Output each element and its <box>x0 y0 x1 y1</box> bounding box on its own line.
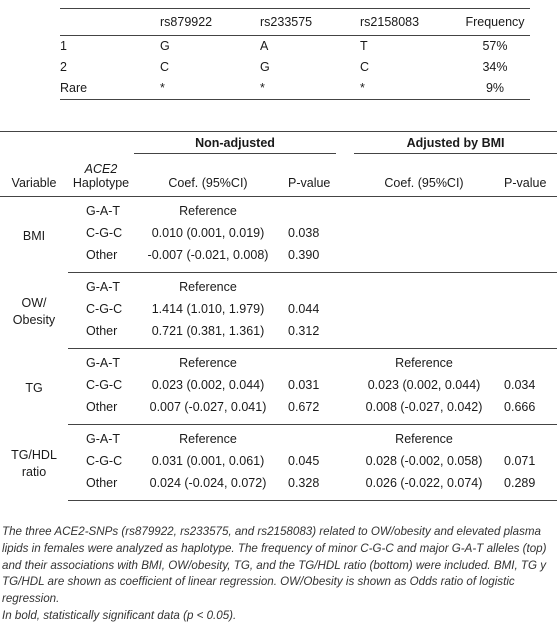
pvalue-adjusted-cell <box>498 197 557 223</box>
gap-cell <box>340 425 350 451</box>
group-header-nonadjusted <box>134 132 340 159</box>
association-body <box>0 197 557 501</box>
pvalue-cell <box>282 425 340 451</box>
haplotype-cell: Other <box>68 396 134 425</box>
pvalue-adjusted-cell <box>498 425 557 451</box>
table-row <box>0 450 557 472</box>
pvalue-cell: 0.328 <box>282 472 340 501</box>
haplotype-header-row <box>60 9 530 36</box>
haplotype-cell: C-G-C <box>86 378 123 392</box>
table-row <box>0 349 557 375</box>
coef-cell: 1.414 (1.010, 1.979) <box>151 302 265 316</box>
empty-header-cell <box>0 132 134 159</box>
pvalue-cell <box>282 273 340 299</box>
table-row <box>0 320 557 349</box>
gap-cell <box>340 244 350 273</box>
haplotype-cell: T <box>360 39 368 53</box>
coef-cell: 0.024 (-0.024, 0.072) <box>134 472 282 501</box>
coef-adjusted-cell <box>350 320 498 349</box>
col-header-pvalue: P-value <box>282 158 340 197</box>
variable-cell: BMI <box>22 228 46 243</box>
coef-cell: 0.007 (-0.027, 0.041) <box>134 396 282 425</box>
coef-adjusted-cell: 0.028 (-0.002, 0.058) <box>365 454 483 468</box>
coef-cell: -0.007 (-0.021, 0.008) <box>134 244 282 273</box>
coef-cell: Reference <box>179 356 237 370</box>
coef-cell: 0.031 (0.001, 0.061) <box>151 454 265 468</box>
col-header-gene: ACE2 <box>84 162 118 176</box>
coef-cell: 0.023 (0.002, 0.044) <box>151 378 265 392</box>
table-row <box>0 425 557 451</box>
coef-adjusted-cell: Reference <box>395 432 453 446</box>
gap-cell <box>340 349 350 375</box>
gap-cell <box>340 374 350 396</box>
haplotype-row <box>60 78 530 100</box>
gap-header-cell <box>340 158 350 197</box>
gap-header-cell <box>340 132 350 159</box>
variable-cell: TG/HDL ratio <box>11 448 57 479</box>
haplotype-cell: 34% <box>482 60 508 74</box>
pvalue-adjusted-cell <box>498 298 557 320</box>
pvalue-adjusted-cell <box>498 244 557 273</box>
coef-adjusted-cell <box>350 222 498 244</box>
haplotype-cell: G <box>260 60 270 74</box>
group-header-row <box>0 132 557 159</box>
haplotype-cell: 9% <box>460 78 530 100</box>
haplotype-header-cell: rs879922 <box>160 9 260 36</box>
haplotype-cell: C <box>160 60 170 74</box>
haplotype-cell: Rare <box>60 78 160 100</box>
pvalue-cell: 0.312 <box>282 320 340 349</box>
pvalue-cell: 0.031 <box>288 378 320 392</box>
haplotype-cell: * <box>160 78 260 100</box>
haplotype-header-cell: Frequency <box>460 9 530 36</box>
haplotype-cell: G-A-T <box>86 356 121 370</box>
pvalue-adjusted-cell: 0.289 <box>498 472 557 501</box>
haplotype-header-cell <box>60 9 160 36</box>
gap-cell <box>340 320 350 349</box>
table-row <box>0 273 557 299</box>
pvalue-cell: 0.044 <box>288 302 320 316</box>
group-header-adjusted <box>350 132 557 159</box>
coef-cell: Reference <box>179 432 237 446</box>
col-header-haplotype <box>68 158 134 197</box>
haplotype-frequency-table <box>60 8 530 100</box>
coef-adjusted-cell: Reference <box>395 356 453 370</box>
coef-adjusted-cell <box>350 244 498 273</box>
gap-cell <box>340 222 350 244</box>
gap-cell <box>340 273 350 299</box>
column-header-row <box>0 158 557 197</box>
haplotype-cell: G <box>160 39 170 53</box>
table-row <box>0 244 557 273</box>
haplotype-row <box>60 36 530 58</box>
coef-adjusted-cell <box>350 197 498 223</box>
variable-cell: TG <box>25 380 43 395</box>
coef-adjusted-cell <box>350 298 498 320</box>
pvalue-cell <box>282 349 340 375</box>
table-row <box>0 222 557 244</box>
col-header-coef-adjusted: Coef. (95%CI) <box>350 158 498 197</box>
table-footnote <box>2 524 554 625</box>
haplotype-cell: Other <box>68 472 134 501</box>
haplotype-cell: C <box>360 60 370 74</box>
haplotype-cell: A <box>260 39 269 53</box>
pvalue-adjusted-cell <box>498 222 557 244</box>
pvalue-adjusted-cell <box>498 349 557 375</box>
variable-cell: OW/ Obesity <box>12 296 56 327</box>
table-row <box>0 298 557 320</box>
gap-cell <box>340 396 350 425</box>
coef-adjusted-cell: 0.026 (-0.022, 0.074) <box>350 472 498 501</box>
coef-adjusted-cell: 0.023 (0.002, 0.044) <box>367 378 481 392</box>
pvalue-adjusted-cell <box>498 273 557 299</box>
table-row <box>0 197 557 223</box>
coef-cell: Reference <box>179 280 237 294</box>
haplotype-cell: G-A-T <box>86 280 121 294</box>
gap-cell <box>340 298 350 320</box>
haplotype-cell: 57% <box>482 39 508 53</box>
haplotype-cell: Other <box>68 244 134 273</box>
haplotype-cell: C-G-C <box>86 302 123 316</box>
haplotype-row <box>60 57 530 78</box>
pvalue-cell: 0.038 <box>288 226 320 240</box>
coef-adjusted-cell: 0.008 (-0.027, 0.042) <box>350 396 498 425</box>
coef-cell: Reference <box>179 204 237 218</box>
group-header-nonadjusted-label: Non-adjusted <box>134 136 336 154</box>
haplotype-association-table <box>0 131 557 501</box>
pvalue-cell <box>282 197 340 223</box>
pvalue-adjusted-cell: 0.666 <box>498 396 557 425</box>
haplotype-cell: * <box>260 78 360 100</box>
footnote-description: The three ACE2-SNPs (rs879922, rs233575, and rs2158083) related to OW/obesity and elevated plasma lipids in females were analyzed as haplotype. The frequency of minor C-G-C and major G-A-T alleles (top) and their associations with BMI, OW/obesity, TG, and the TG/HDL ratio (bottom) were included. BMI, TG y TG/HDL are shown as coefficient of linear regression. OW/Obesity is shown as Odds ratio of logistic regression. <box>2 525 547 606</box>
gap-cell <box>340 472 350 501</box>
footnote-significance: In bold, statistically significant data (p < 0.05). <box>2 608 237 622</box>
coef-cell: 0.721 (0.381, 1.361) <box>134 320 282 349</box>
pvalue-cell: 0.045 <box>288 454 320 468</box>
haplotype-header-cell: rs2158083 <box>360 9 460 36</box>
haplotype-cell: G-A-T <box>86 204 121 218</box>
haplotype-cell: 2 <box>60 60 67 74</box>
haplotype-cell: Other <box>68 320 134 349</box>
pvalue-adjusted-cell: 0.034 <box>504 378 536 392</box>
gap-cell <box>340 197 350 223</box>
table-row <box>0 472 557 501</box>
col-header-pvalue-adjusted: P-value <box>498 158 557 197</box>
table-row <box>0 374 557 396</box>
haplotype-header-cell: rs233575 <box>260 9 360 36</box>
col-header-haplotype-word: Haplotype <box>72 176 130 190</box>
col-header-coef: Coef. (95%CI) <box>134 158 282 197</box>
haplotype-cell: G-A-T <box>86 432 121 446</box>
pvalue-adjusted-cell: 0.071 <box>504 454 536 468</box>
table-row <box>0 396 557 425</box>
haplotype-cell: 1 <box>60 39 67 53</box>
haplotype-cell: C-G-C <box>86 454 123 468</box>
pvalue-cell: 0.672 <box>282 396 340 425</box>
col-header-variable: Variable <box>0 158 68 197</box>
pvalue-cell: 0.390 <box>282 244 340 273</box>
haplotype-cell: C-G-C <box>86 226 123 240</box>
gap-cell <box>340 450 350 472</box>
group-header-adjusted-label: Adjusted by BMI <box>354 136 557 154</box>
haplotype-cell: * <box>360 78 460 100</box>
coef-cell: 0.010 (0.001, 0.019) <box>151 226 265 240</box>
coef-adjusted-cell <box>350 273 498 299</box>
pvalue-adjusted-cell <box>498 320 557 349</box>
